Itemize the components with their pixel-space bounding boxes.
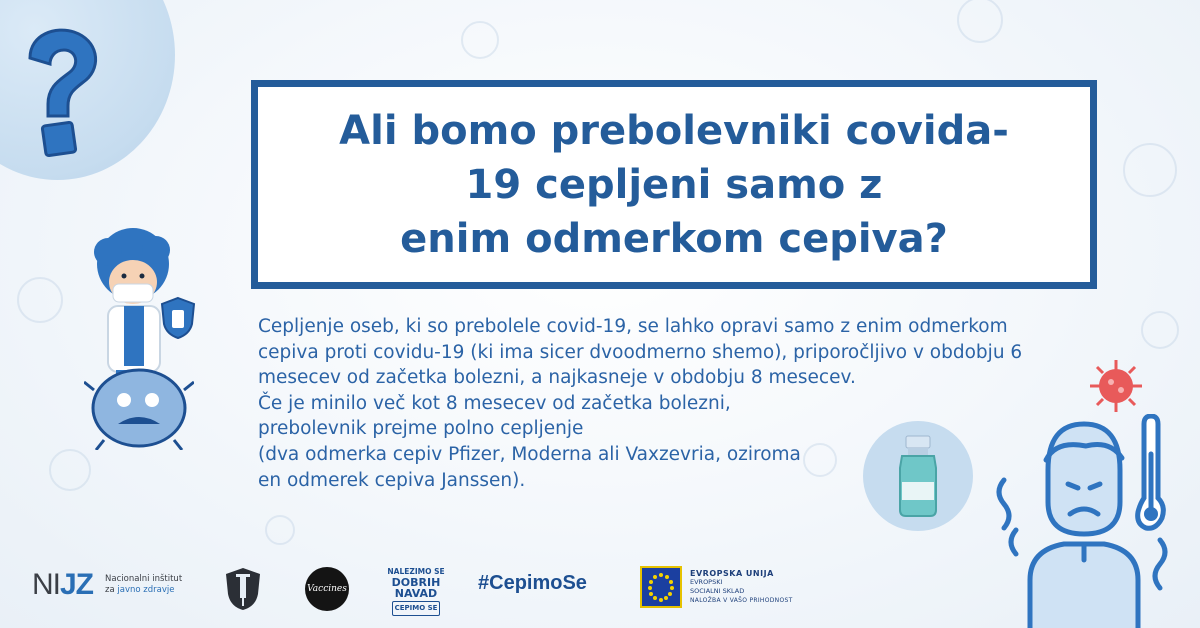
eu-flag-icon <box>640 566 682 608</box>
syringe-shield-logo <box>224 566 262 612</box>
vaccines-logo: Vaccines <box>305 567 349 611</box>
page-title: Ali bomo prebolevniki covida- 19 cepljeni samo z enim odmerkom cepiva? <box>339 107 1009 262</box>
paragraph-3: (dva odmerka cepiv Pfizer, Moderna ali Vaxzevria, oziroma en odmerek cepiva Janssen). <box>258 443 801 491</box>
nalezimo-se-logo: NALEZIMO SE DOBRIH NAVAD CEPIMO SE <box>386 566 446 616</box>
paragraph-1: Cepljenje oseb, ki so prebolele covid-19, se lahko opravi samo z enim odmerkom cepiva proti covidu-19 (ki ima sicer dvoodmerno shemo), priporočljivo v obdobju 6 mesecev od začetka bolezni, a najkasneje v obdobju 8 mesecev. <box>258 316 1023 389</box>
nijz-mark: NIJZ <box>32 568 94 601</box>
virus-icon <box>1088 358 1144 414</box>
title-box <box>251 80 1097 289</box>
hashtag: #CepimoSe <box>478 572 587 594</box>
nijz-subtitle: Nacionalni inštitut za javno zdravje <box>105 574 183 595</box>
eu-text: EVROPSKA UNIJA EVROPSKI SOCIALNI SKLAD NALOŽBA V VAŠO PRIHODNOST <box>690 569 793 604</box>
paragraph-2: Če je minilo več kot 8 mesecev od začetka bolezni, prebolevnik prejme polno cepljenje <box>258 392 731 440</box>
nijz-logo <box>32 568 182 602</box>
body-text <box>258 314 1023 493</box>
thermometer-icon <box>1134 414 1168 534</box>
vaccine-vial-icon <box>862 420 974 532</box>
question-mark-icon <box>16 24 116 164</box>
eu-logo <box>640 566 793 608</box>
shield-vial-icon <box>160 296 196 340</box>
germ-icon <box>84 360 194 450</box>
